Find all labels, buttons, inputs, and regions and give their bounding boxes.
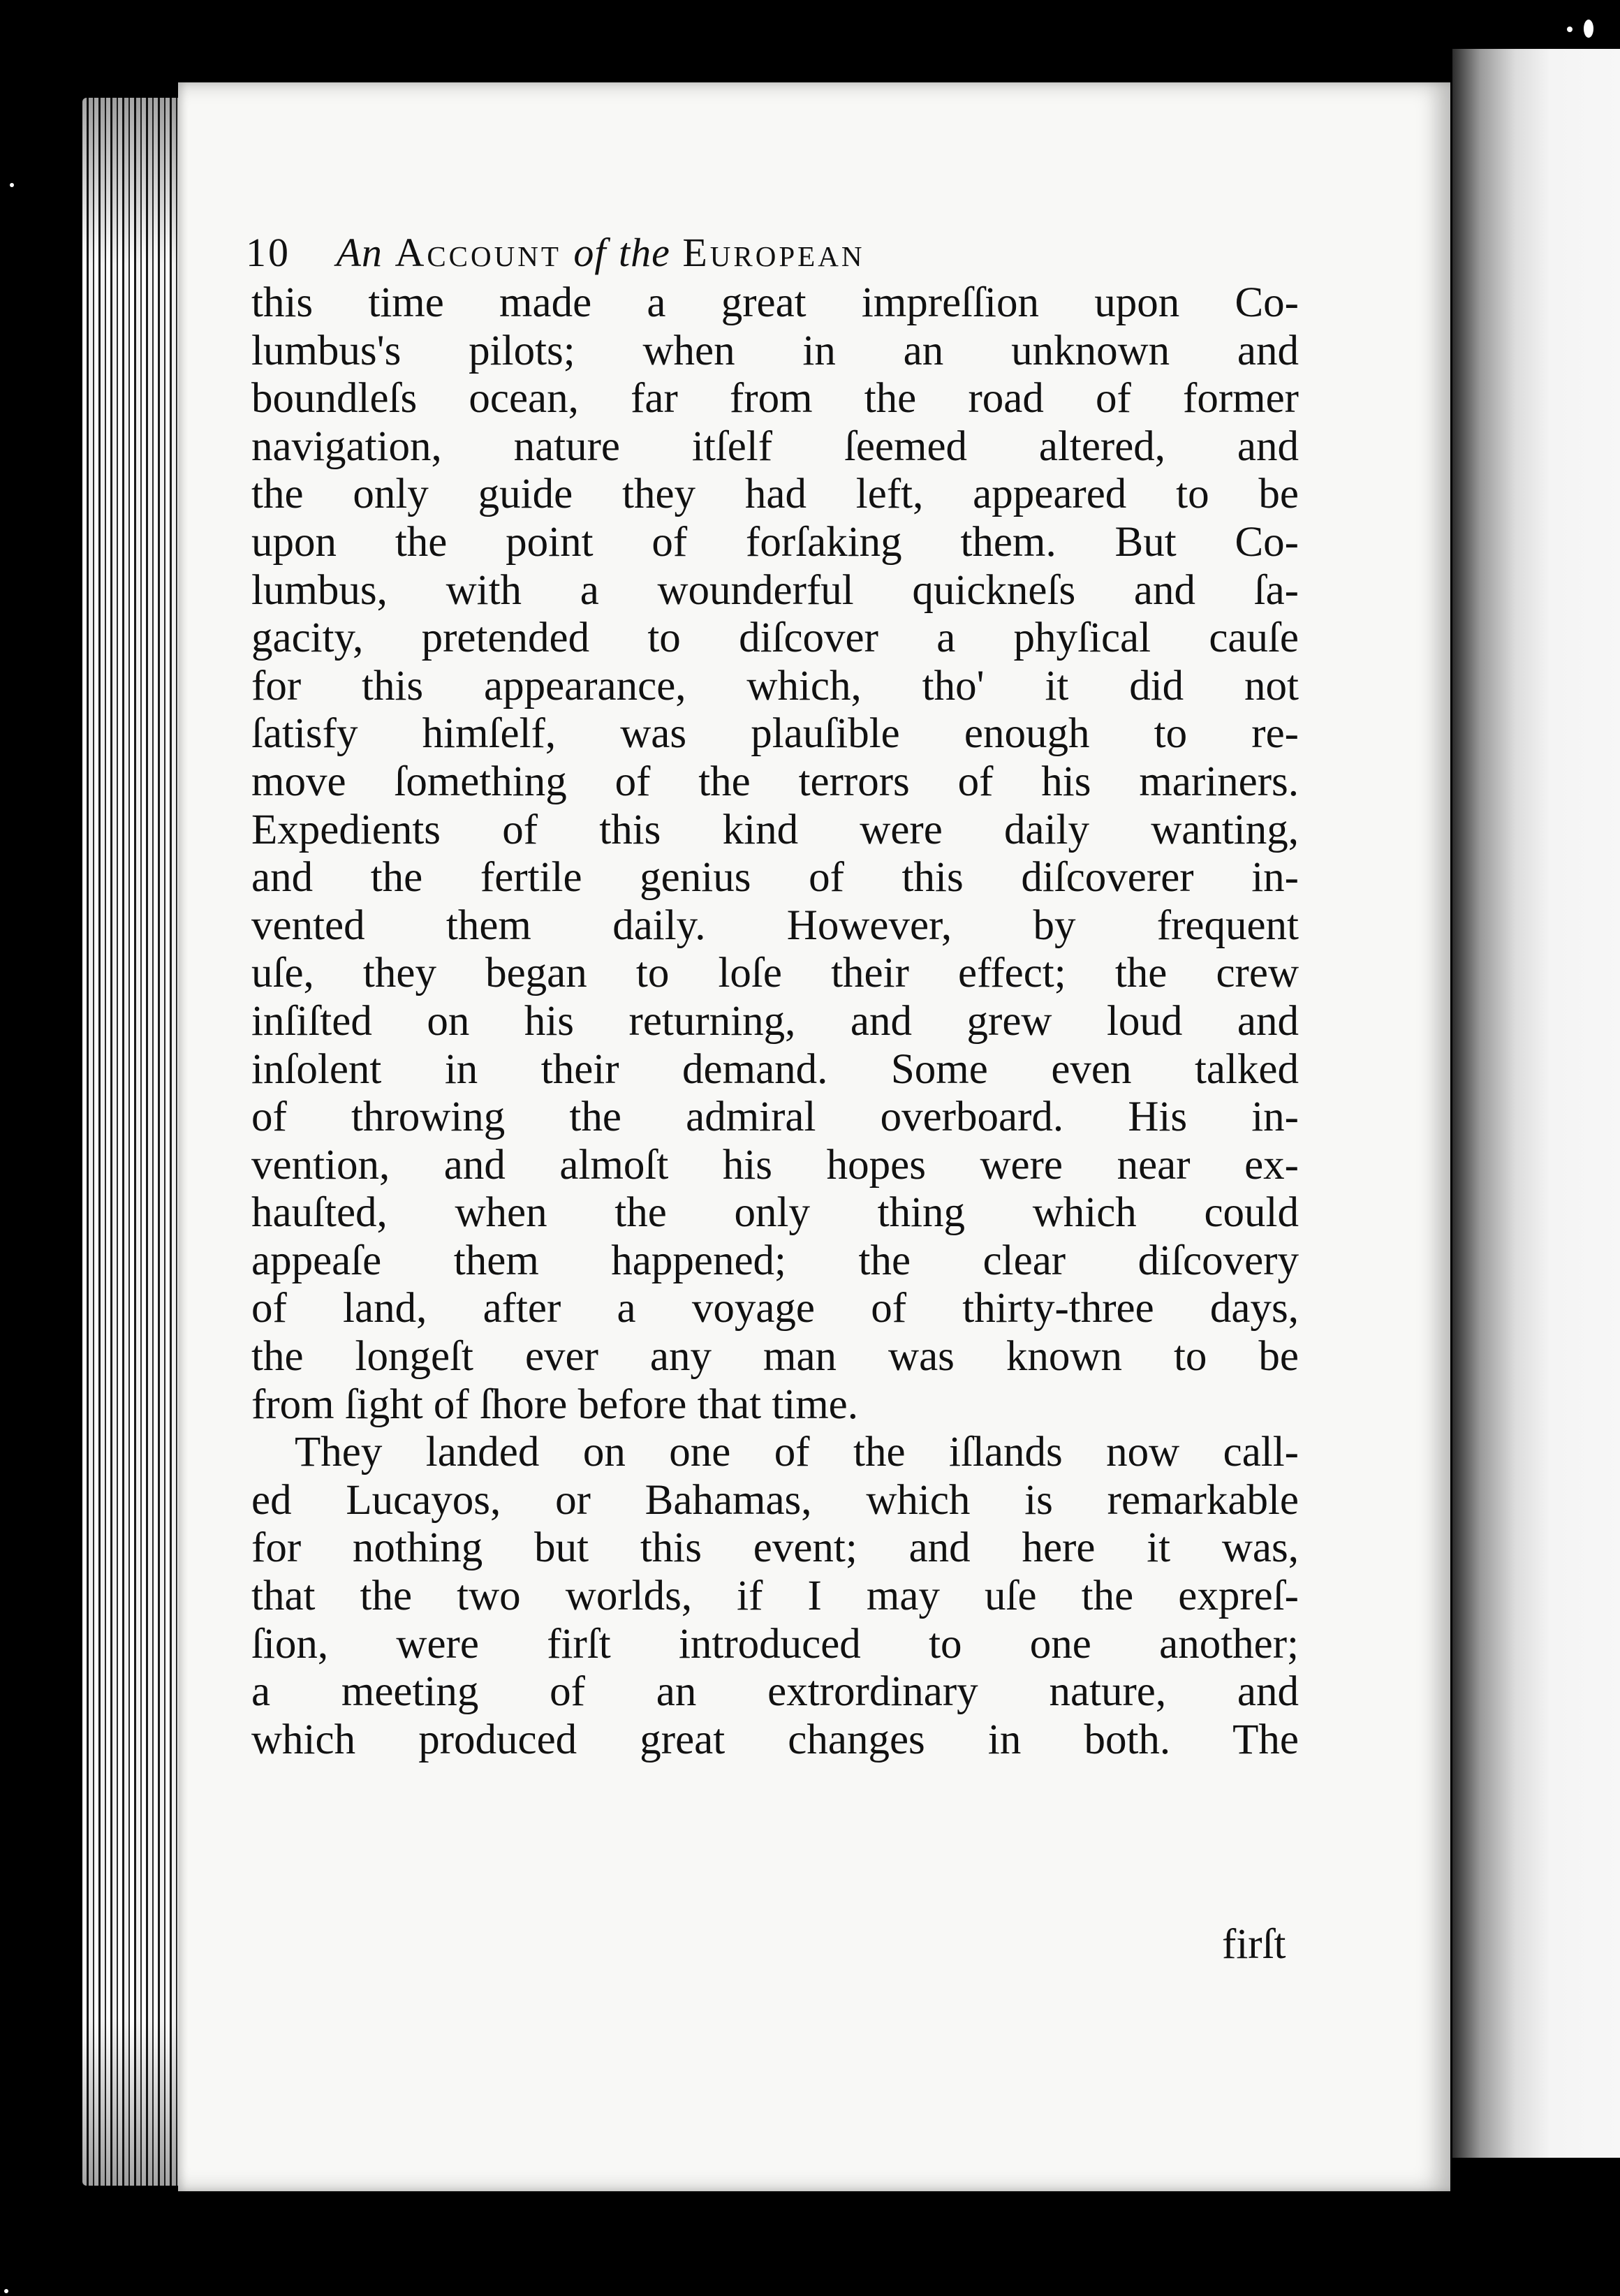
text-line: which produced great changes in both. The	[251, 1716, 1299, 1763]
running-head-word: the	[619, 230, 670, 275]
text-line: vented them daily. However, by frequent	[251, 902, 1299, 949]
text-line: this time made a great impreſſion upon Co-	[251, 279, 1299, 326]
paragraph-1	[251, 279, 1299, 1429]
paragraph-2	[251, 1429, 1299, 1764]
text-line: upon the point of forſaking them. But Co-	[251, 518, 1299, 566]
text-line: from ſight of ſhore before that time.	[251, 1381, 858, 1428]
text-line: They landed on one of the iſlands now call-	[295, 1429, 1299, 1476]
text-line: ſatisfy himſelf, was plauſible enough to re-	[251, 710, 1299, 758]
text-line: and the fertile genius of this diſcoverer in-	[251, 854, 1299, 902]
text-line: lumbus, with a wounderful quickneſs and ſa-	[251, 566, 1299, 614]
body-text	[251, 279, 1299, 1764]
text-line: gacity, pretended to diſcover a phyſical cauſe	[251, 615, 1299, 662]
text-line: uſe, they began to loſe their effect; the crew	[251, 950, 1299, 997]
facing-page-edge	[1452, 49, 1620, 2158]
page-number: 10	[246, 230, 290, 275]
text-line: lumbus's pilots; when in an unknown and	[251, 327, 1299, 374]
text-line: of throwing the admiral overboard. His in-	[251, 1094, 1299, 1141]
text-line: navigation, nature itſelf ſeemed altered, and	[251, 422, 1299, 470]
text-line: boundleſs ocean, far from the road of former	[251, 375, 1299, 422]
text-line: the only guide they had left, appeared to be	[251, 471, 1299, 518]
text-line: appeaſe them happened; the clear diſcovery	[251, 1237, 1299, 1284]
text-line: Expedients of this kind were daily wanting,	[251, 806, 1299, 853]
text-line: the longeſt ever any man was known to be	[251, 1333, 1299, 1381]
text-line: inſiſted on his returning, and grew loud and	[251, 997, 1299, 1045]
text-line: of land, after a voyage of thirty-three days,	[251, 1285, 1299, 1332]
running-head-word: An	[336, 230, 383, 275]
text-line: ſion, were firſt introduced to one another;	[251, 1620, 1299, 1668]
text-line: a meeting of an extrordinary nature, and	[251, 1668, 1299, 1716]
text-line: for this appearance, which, tho' it did not	[251, 662, 1299, 709]
text-line: that the two worlds, if I may uſe the expreſ-	[251, 1573, 1299, 1620]
running-head-word: of	[573, 230, 607, 275]
running-head-word: Account	[395, 230, 561, 275]
text-line: ed Lucayos, or Bahamas, which is remarkable	[251, 1476, 1299, 1524]
text-line: for nothing but this event; and here it was,	[251, 1524, 1299, 1572]
running-head-word: European	[682, 230, 865, 275]
text-line: inſolent in their demand. Some even talked	[251, 1045, 1299, 1093]
catchword: firſt	[1222, 1921, 1286, 1968]
text-line: hauſted, when the only thing which could	[251, 1189, 1299, 1237]
text-line: move ſomething of the terrors of his mariners.	[251, 758, 1299, 805]
text-line: vention, and almoſt his hopes were near ex-	[251, 1141, 1299, 1189]
